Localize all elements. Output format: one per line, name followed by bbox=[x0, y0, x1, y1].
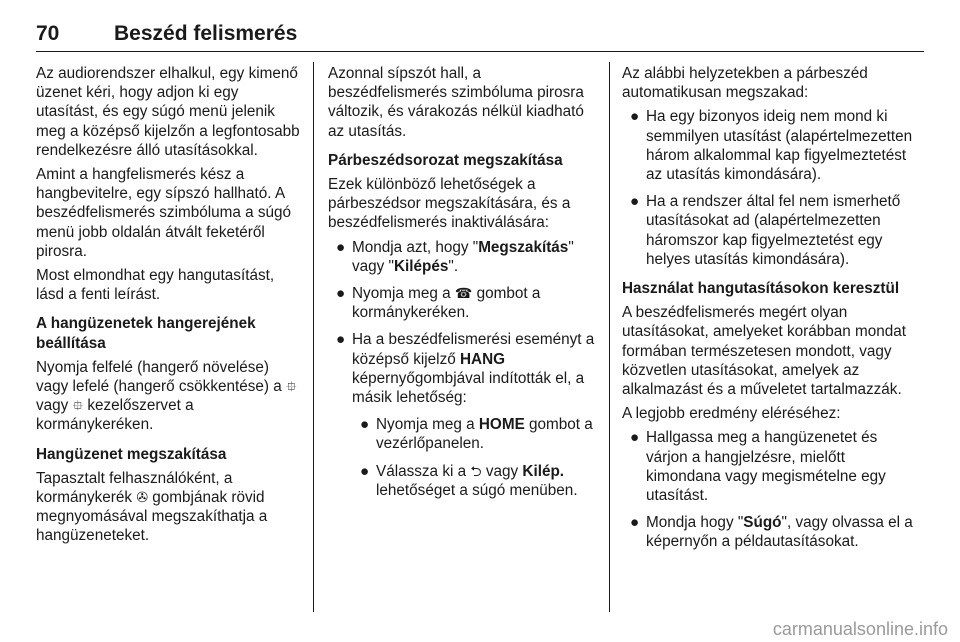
bullet-icon: ● bbox=[336, 238, 346, 256]
bullet-icon: ● bbox=[630, 429, 640, 447]
page-title: Beszéd felismerés bbox=[114, 22, 298, 45]
list-item: ● Mondja hogy "Súgó", vagy olvassa el a képernyőn a példautasításokat. bbox=[630, 514, 913, 551]
text-run: vagy bbox=[36, 397, 69, 415]
end-call-icon: ☎ bbox=[454, 285, 473, 302]
list-item: ● Válassza ki a ⮌ vagy Kilép. lehetőséget a súgó menüben. bbox=[360, 462, 578, 499]
text-run: Tapasztalt felhasználóként, a kormánykerék bbox=[36, 469, 233, 507]
sub-bullet-list bbox=[352, 415, 600, 500]
list-item: ● Nyomja meg a HOME gombot a vezérlőpanelen. bbox=[360, 416, 593, 453]
bullet-icon: ● bbox=[360, 416, 370, 434]
list-item: ● Hallgassa meg a hangüzenetet és várjon a hangjelzésre, mielőtt kimondana vagy megismételne egy utasítást. bbox=[630, 429, 886, 505]
volume-knob-icon: ⯐ bbox=[286, 378, 297, 395]
watermark: carmanualsonline.info bbox=[772, 619, 948, 639]
volume-knob-icon: ⯐ bbox=[72, 397, 84, 414]
paragraph: Amint a hangfelismerés kész a hangbevitelre, egy sípszó hallható. A beszédfelismerés szimbóluma a súgó menü jobb oldalán átvált feketéről pirosra. bbox=[36, 166, 292, 260]
column-divider-1 bbox=[313, 62, 314, 612]
section-heading-interrupt: Hangüzenet megszakítása bbox=[36, 445, 227, 463]
paragraph bbox=[36, 358, 302, 435]
bullet-list bbox=[622, 107, 918, 269]
paragraph: Az alábbi helyzetekben a párbeszéd automatikusan megszakad: bbox=[622, 65, 868, 102]
paragraph: Most elmondhat egy hangutasítást, lásd a fenti leírást. bbox=[36, 267, 275, 304]
paragraph: Ezek különböző lehetőségek a párbeszédsor megszakítására, és a beszédfelismerés inaktiválására: bbox=[328, 176, 571, 232]
header-divider bbox=[36, 51, 924, 52]
text-run: gombjának rövid megnyomásával megszakíthatja a hangüzeneteket. bbox=[36, 489, 268, 545]
paragraph: A legjobb eredmény eléréséhez: bbox=[622, 405, 841, 423]
bullet-list bbox=[328, 238, 600, 500]
page-header bbox=[36, 22, 924, 52]
column-2 bbox=[328, 64, 600, 508]
paragraph bbox=[36, 469, 302, 546]
voice-control-icon: ✇ bbox=[136, 489, 149, 506]
bullet-icon: ● bbox=[630, 514, 640, 532]
bullet-icon: ● bbox=[336, 285, 346, 303]
section-heading-dialog-cancel: Párbeszédsorozat megszakítása bbox=[328, 151, 563, 169]
bullet-list bbox=[622, 428, 918, 551]
column-divider-2 bbox=[609, 62, 610, 612]
back-arrow-icon: ⮌ bbox=[470, 462, 482, 479]
column-3 bbox=[622, 64, 918, 560]
bullet-icon: ● bbox=[630, 193, 640, 211]
text-run: kezelőszervet a kormánykeréken. bbox=[36, 397, 194, 434]
list-item: ● Ha a rendszer által fel nem ismerhető utasításokat ad (alapértelmezetten háromszor kap figyelmeztetést egy helyes utasítás kimondására). bbox=[630, 193, 901, 268]
list-item: ● Ha a beszédfelismerési eseményt a középső kijelző HANG képernyőgombjával indították el, a másik lehetőség: ● Nyomja meg a HOME gombot a vezérlőpanelen. ● Válassza ki a ⮌ vagy Kilép. lehetőséget a súgó menüben. bbox=[328, 330, 600, 500]
bullet-icon: ● bbox=[630, 108, 640, 126]
text-run: Nyomja felfelé (hangerő növelése) vagy lefelé (hangerő csökkentése) a bbox=[36, 358, 282, 396]
paragraph: Az audiorendszer elhalkul, egy kimenő üzenet kéri, hogy adjon ki egy utasítást, és egy súgó menü jelenik meg a középső kijelzőn a legfontosabb rendelkezésre álló utasításokkal. bbox=[36, 65, 300, 159]
page-number: 70 bbox=[36, 22, 60, 45]
section-heading-usage: Használat hangutasításokon keresztül bbox=[622, 280, 900, 298]
paragraph: A beszédfelismerés megért olyan utasításokat, amelyeket korábban mondat formában természetesen mondott, vagy közvetlen utasításokat, amelyek az alkalmazást és a műveletet tartalmazzák. bbox=[622, 304, 907, 399]
bullet-icon: ● bbox=[336, 331, 346, 349]
bullet-icon: ● bbox=[360, 462, 370, 480]
list-item: ● Nyomja meg a ☎ gombot a kormánykeréken. bbox=[336, 285, 541, 322]
column-1 bbox=[36, 64, 302, 551]
section-heading-volume: A hangüzenetek hangerejének beállítása bbox=[36, 315, 256, 352]
list-item: ● Ha egy bizonyos ideig nem mond ki semmilyen utasítást (alapértelmezetten három alkalommal kap figyelmeztetést az utasítás kimondására). bbox=[630, 108, 913, 184]
list-item: ● Mondja azt, hogy "Megszakítás" vagy "Kilépés". bbox=[336, 238, 574, 275]
paragraph: Azonnal sípszót hall, a beszédfelismerés szimbóluma pirosra változik, és várakozás nélkül kiadható az utasítás. bbox=[328, 65, 584, 140]
